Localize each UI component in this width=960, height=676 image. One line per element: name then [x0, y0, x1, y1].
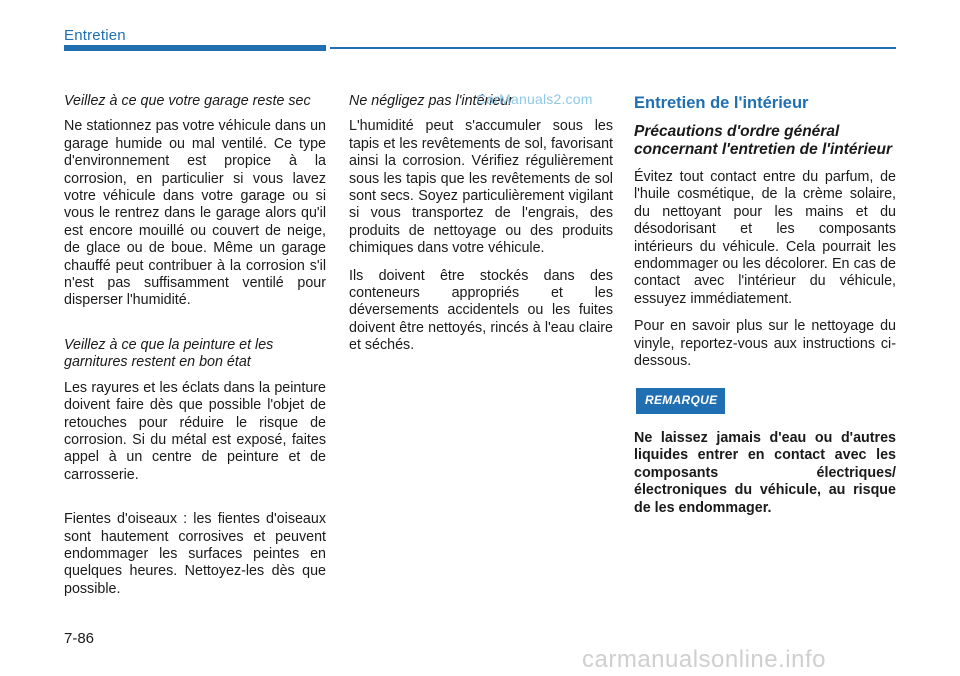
- column-left: [64, 93, 326, 608]
- paragraph-vinyl: Pour en savoir plus sur le nettoyage du vinyle, reportez-vous aux instructions ci-dessous.: [634, 318, 896, 370]
- paragraph-avoid-contact: Évitez tout contact entre du parfum, de l'huile cosmétique, de la crème solaire, du nettoyant pour les mains et du désodorisant et les composants intérieurs du véhicule. Cela pourrait les endommager ou les décolorer. En cas de contact avec l'intérieur du véhicule, essuyez immédiatement.: [634, 169, 896, 307]
- note-text: Ne laissez jamais d'eau ou d'autres liquides entrer en contact avec les composants électriques/ électroniques du véhicule, au risque de les endommager.: [634, 429, 896, 516]
- note-badge: REMARQUE: [636, 388, 725, 413]
- column-right: [634, 93, 896, 527]
- subtitle-garage-dry: Veillez à ce que votre garage reste sec: [64, 93, 311, 109]
- spacer: [64, 494, 326, 511]
- watermark: CarManuals2.com: [476, 91, 593, 107]
- column-middle: [349, 93, 613, 365]
- paragraph-storage: Ils doivent être stockés dans des conteneurs appropriés et les déversements accidentels ou les fuites doivent être nettoyés, rincés à l'eau claire et séchés.: [349, 267, 613, 354]
- section-title: Entretien: [64, 27, 126, 44]
- paragraph-paint: Les rayures et les éclats dans la peinture doivent faire dès que possible l'objet de retouches pour réduire le risque de corrosion. Si du métal est exposé, faites appel à un centre de peinture et de carrosserie.: [64, 379, 326, 483]
- page-number: 7-86: [64, 630, 95, 647]
- footer-brand: carmanualsonline.info: [582, 646, 826, 673]
- paragraph-humidity: L'humidité peut s'accumuler sous les tapis et les revêtements de sol, favorisant ainsi la corrosion. Vérifiez régulièrement sous les tapis que les revêtements de sol sont secs. Soyez particulièrement vigilant si vous transportez de l'engrais, des produits de nettoyage ou des produits chimiques dans votre véhicule.: [349, 118, 613, 257]
- heading-interior-care: Entretien de l'intérieur: [634, 94, 809, 112]
- paragraph-garage: Ne stationnez pas votre véhicule dans un garage humide ou mal ventilé. Ce type d'environnement est propice à la corrosion, en particulier si vous lavez votre véhicule dans votre garage ou si vous le rentrez dans le garage alors qu'il est encore mouillé ou couvert de neige, de glace ou de boue. Même un garage chauffé peut contribuer à la corrosion s'il n'est pas suffisamment ventilé pour disperser l'humidité.: [64, 118, 326, 309]
- header-rule-thick: [64, 45, 326, 51]
- subheading-precautions: Précautions d'ordre général concernant l'entretien de l'intérieur: [634, 123, 893, 158]
- subtitle-paint-trim: Veillez à ce que la peinture et les garnitures restent en bon état: [64, 336, 274, 371]
- header-rule-thin: [330, 47, 896, 49]
- paragraph-bird-droppings: Fientes d'oiseaux : les fientes d'oiseaux sont hautement corrosives et peuvent endommager les surfaces peintes en quelques heures. Nettoyez-les dès que possible.: [64, 511, 326, 597]
- spacer: [64, 320, 326, 337]
- subtitle-interior: Ne négligez pas l'intérieur: [349, 93, 514, 109]
